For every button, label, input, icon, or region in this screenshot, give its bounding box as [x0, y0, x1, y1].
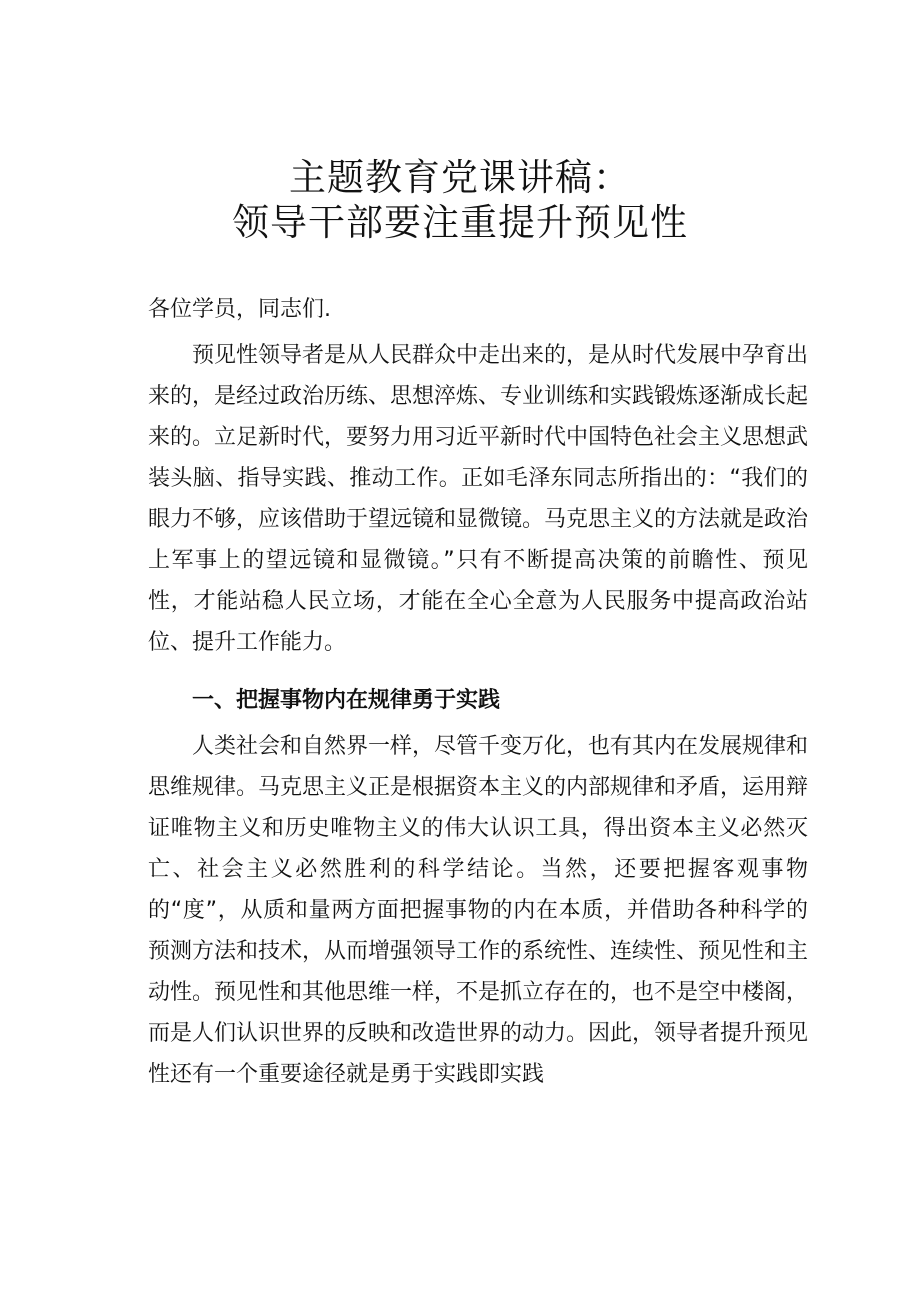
paragraph-section-1: 人类社会和自然界一样，尽管千变万化，也有其内在发展规律和思维规律。马克思主义正是根据资本主义的内部规律和矛盾，运用辩证唯物主义和历史唯物主义的伟大认识工具，得出资本主义必然灭亡、社会主义必然胜利的科学结论。当然，还要把握客观事物的“度”，从质和量两方面把握事物的内在本质，并借助各种科学的预测方法和技术，从而增强领导工作的系统性、连续性、预见性和主动性。预见性和其他思维一样，不是抓立存在的，也不是空中楼阁，而是人们认识世界的反映和改造世界的动力。因此，领导者提升预见性还有一个重要途径就是勇于实践即实践: [148, 734, 809, 1087]
document-title-line-2: 领导干部要注重提升预见性: [232, 201, 688, 244]
paragraph-intro: 预见性领导者是从人民群众中走出来的，是从时代发展中孕育出来的，是经过政治历练、思想淬炼、专业训练和实践锻炼逐渐成长起来的。立足新时代，要努力用习近平新时代中国特色社会主义思想武装头脑、指导实践、推动工作。正如毛泽东同志所指出的：“我们的眼力不够，应该借助于望远镜和显微镜。马克思主义的方法就是政治上军事上的望远镜和显微镜。”只有不断提高决策的前瞻性、预见性，才能站稳人民立场，才能在全心全意为人民服务中提高政治站位、提升工作能力。: [148, 343, 809, 655]
salutation: 各位学员，同志们.: [148, 297, 331, 322]
section-heading-1: 一、把握事物内在规律勇于实践: [192, 688, 501, 713]
document-title-line-1: 主题教育党课讲稿：: [289, 156, 631, 199]
